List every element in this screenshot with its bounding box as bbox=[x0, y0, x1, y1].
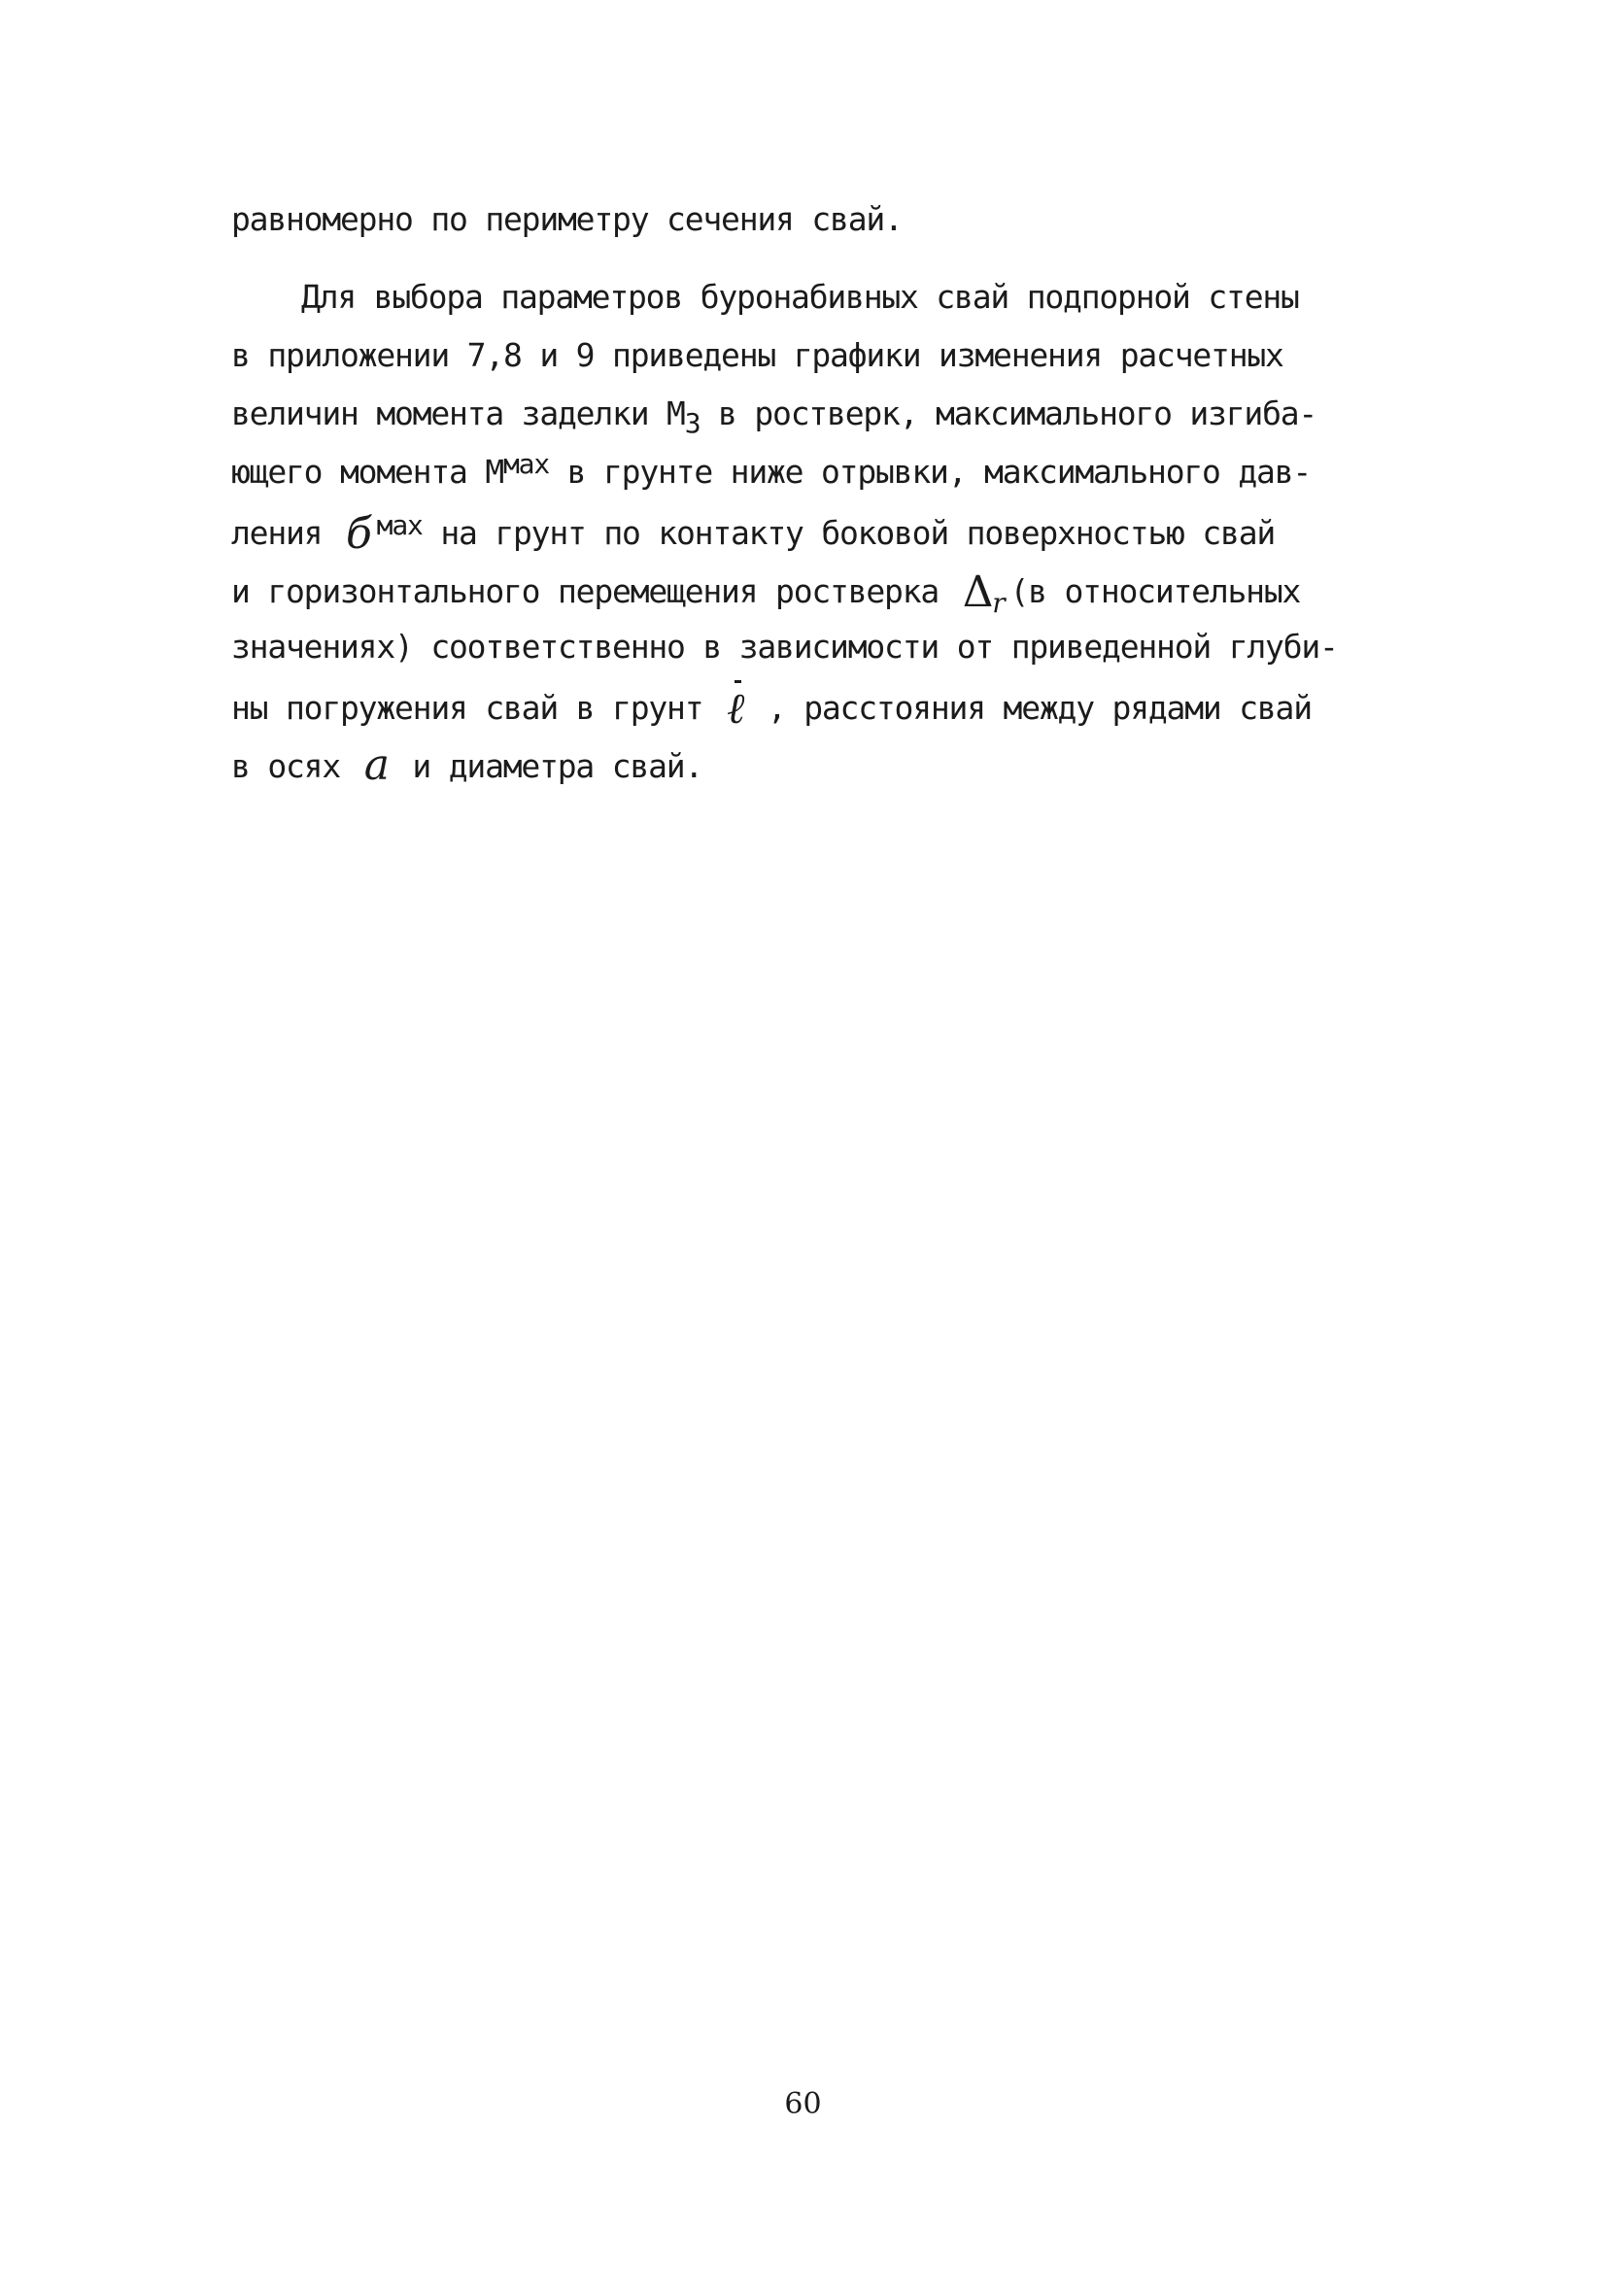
text-fragment: и горизонтального перемещения ростверка bbox=[231, 572, 940, 610]
text-line bbox=[231, 501, 1275, 560]
sigma-symbol: б bbox=[346, 509, 371, 559]
text-line bbox=[231, 618, 1338, 676]
text-fragment: величин момента заделки М bbox=[231, 394, 685, 432]
superscript: мах bbox=[376, 509, 423, 541]
text-fragment: в осях bbox=[231, 747, 341, 785]
delta-glyph: Δ bbox=[962, 567, 993, 617]
superscript: мах bbox=[503, 448, 549, 480]
text-line bbox=[231, 385, 1316, 443]
text-fragment: равномерно по периметру сечения свай. bbox=[231, 200, 903, 238]
text-fragment: и диаметра свай. bbox=[412, 747, 703, 785]
a-symbol: a bbox=[363, 740, 389, 790]
text-line bbox=[231, 443, 1311, 501]
subscript: r bbox=[992, 587, 1005, 619]
text-line bbox=[231, 560, 1300, 618]
text-line bbox=[231, 190, 903, 249]
text-fragment: ющего момента М bbox=[231, 453, 504, 491]
l-bar-symbol: ℓ bbox=[727, 680, 743, 738]
text-fragment: , расстояния между рядами свай bbox=[767, 689, 1312, 727]
text-line bbox=[231, 326, 1283, 385]
subscript: 3 bbox=[684, 407, 700, 439]
text-fragment: (в относительных bbox=[1009, 572, 1301, 610]
text-fragment: в ростверк, максимального изгиба- bbox=[700, 394, 1317, 432]
text-line bbox=[231, 676, 1312, 735]
text-fragment: ны погружения свай в грунт bbox=[231, 689, 703, 727]
text-fragment: в приложении 7,8 и 9 приведены графики изменения расчетных bbox=[231, 336, 1283, 374]
text-fragment: значениях) соответственно в зависимости от приведенной глуби- bbox=[231, 628, 1338, 666]
text-fragment: в грунте ниже отрывки, максимального дав- bbox=[549, 453, 1312, 491]
page-number: 60 bbox=[784, 2087, 822, 2121]
text-line bbox=[231, 735, 702, 793]
paragraph-first-line: Для выбора параметров буронабивных свай подпорной стены bbox=[301, 278, 1299, 316]
text-fragment: ления bbox=[231, 514, 323, 552]
text-fragment: на грунт по контакту боковой поверхностью свай bbox=[422, 514, 1276, 552]
text-line bbox=[301, 268, 1299, 326]
